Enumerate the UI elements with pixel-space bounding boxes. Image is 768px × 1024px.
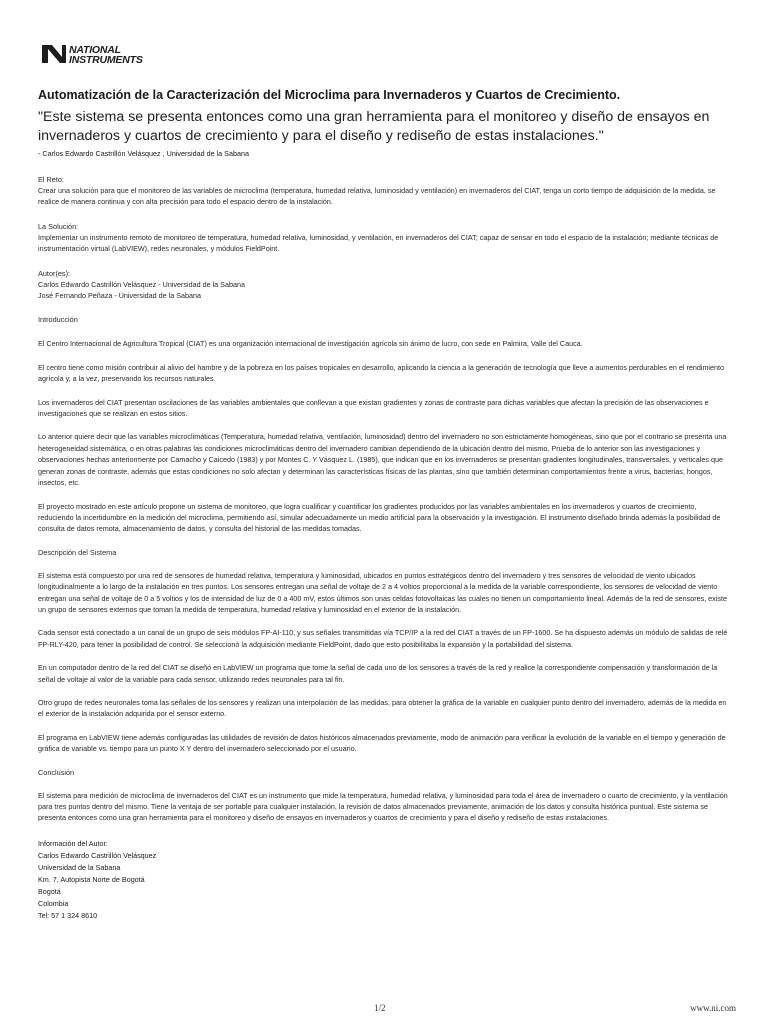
ni-logo	[40, 40, 150, 70]
autores-section	[38, 268, 733, 302]
autor-info-line: Tel: 57 1 324 8610	[38, 910, 98, 920]
reto-label: El Reto:	[38, 175, 64, 184]
autores-label: Autor(es):	[38, 268, 71, 278]
reto-text: Crear una solución para que el monitoreo de las variables de microclima (temperatura, humedad relativa, luminosidad y ventilación) en invernaderos del CIAT, tenga un corto tiempo de adquisición de la medida, se realice de manera continua y con alta precisión para todo el espacio dentro de la instalación.	[38, 186, 716, 207]
conclusion-paragraph: El sistema para medición de microclima de invernaderos del CIAT es un instrumento que mide la temperatura, humedad relativa, y luminosidad para toda el área de invernadero o cuarto de crecimiento, y la ventilación para tres puntos dentro del mismo. Tiene la ventaja de ser portable para cualquier instalación, la revisión de datos almacenados previamente, animación de los datos y consulta histórica puntual. Este sistema se presenta entonces como una gran herramienta para el monitoreo y diseño de ensayos en invernaderos y cuartos de crecimiento y para el diseño y rediseño de estas instalaciones.	[38, 790, 728, 823]
autor-info-line: Bogotá	[38, 886, 61, 896]
autor-info-line: Carlos Edwardo Castrillón Velásquez	[38, 850, 157, 860]
descripcion-paragraph: El programa en LabVIEW tiene además configuradas las utilidades de revisión de datos históricos almacenados previamente, modo de animación para verificar la evolución de la variable en el tiempo y generación de gráfica de variable vs. tiempo para un punto X Y dentro del invernadero seleccionado por el usuario.	[38, 732, 726, 754]
logo-line-1: NATIONAL	[69, 44, 121, 56]
intro-paragraph: Lo anterior quiere decir que las variables microclimáticas (Temperatura, humedad relativa, ventilación, luminosidad) dentro del invernadero no son estrictamente homogéneas, sino que por el contrario se presenta una heterogeneidad sistemática, o en otras palabras las condiciones microclimáticas dentro del invernadero cambian dependiendo de la ubicación dentro del mismo. Prueba de lo anterior son las investigaciones y observaciones hechas anteriormente por Camacho y Caicedo (1983) y por Montes C. Y Vásquez L. (1985), que indican que en los invernaderos se presentan gradientes longitudinales, transversales, y verticales que generan zonas de contraste, además que estas condiciones no solo afectan y determinan las características físicas de las plantas, sino que también determinan comportamientos frente a virus, bacterias, hongos, insectos, etc.	[38, 432, 727, 488]
descripcion-paragraph: Otro grupo de redes neuronales toma las señales de los sensores y realizan una interpolación de las medidas, para obtener la gráfica de la variable en cualquier punto dentro del invernadero, además de la medida en el exterior de la instalación adquirida por el sensor externo.	[38, 697, 727, 719]
conclusion-section	[38, 767, 733, 824]
conclusion-heading: Conclusión	[38, 767, 75, 777]
descripcion-paragraph: Cada sensor está conectado a un canal de un grupo de seis módulos FP-AI-110, y sus señales transmitidas vía TCP/IP a la red del CIAT a través de un FP-1600. Se ha dispuesto además un módulo de salidas de relé FP-RLY-420, para tener la posibilidad de control. Se seleccionó la adquisición mediante FieldPoint, dado que esto posibilitaba la expansión y la portabilidad del sistema.	[38, 628, 728, 649]
autor-info-line: Colombia	[38, 898, 69, 908]
intro-paragraph: El Centro Internacional de Agricultura Tropical (CIAT) es una organización internacional de investigación agrícola sin ánimo de lucro, con sede en Palmira, Valle del Cauca.	[38, 339, 583, 349]
intro-paragraph: El proyecto mostrado en este artículo propone un sistema de monitoreo, que logra cualificar y cuantificar los gradientes producidos por las variables ambientales en los invernaderos y cuartos de crecimiento, reduciendo la incertidumbre en la medición del microclima, permitiendo así, simular adecuadamente un medio artificial para la observación y la investigación. El instrumento diseñado brinda además la posibilidad de consulta de datos remota, almacenamiento de datos, y consulta del historial de las medidas tomadas.	[38, 501, 721, 534]
introduccion-section	[38, 314, 733, 534]
intro-paragraph: Los invernaderos del CIAT presentan oscilaciones de las variables ambientales que conllevan a que existan gradientes y zonas de contraste para dichas variables que afectan la precisión de las observaciones e investigaciones que se realizan en estos sitios.	[38, 397, 709, 419]
descripcion-heading: Descripción del Sistema	[38, 547, 117, 557]
autor-line: José Fernando Peñaza - Universidad de la Sabana	[38, 291, 202, 301]
descripcion-paragraph: En un computador dentro de la red del CIAT se diseñó en LabVIEW un programa que tome la señal de cada uno de los sensores a través de la red y realice la correspondiente compensación y transformación de la señal de voltaje al valor de la variable para cada sensor, utilizando redes neuronales para tal fin.	[38, 663, 718, 684]
introduccion-heading: Introducción	[38, 315, 78, 325]
descripcion-section	[38, 547, 733, 755]
intro-paragraph: El centro tiene como misión contribuir al alivio del hambre y de la pobreza en los países tropicales en desarrollo, aplicando la ciencia a la generación de tecnología que lleve a aumentos perdurables en el rendimiento agrícola y, a la vez, preservando los recursos naturales.	[38, 362, 725, 384]
article-title: Automatización de la Caracterización del Microclima para Invernaderos y Cuartos de Crecimiento.	[38, 88, 621, 102]
reto-section	[38, 174, 733, 208]
autor-info-label: Información del Autor:	[38, 838, 108, 848]
quote-author: - Carlos Edwardo Castrillón Velásquez , Universidad de la Sabana	[38, 149, 249, 158]
solucion-text: Implementar un instrumento remoto de monitoreo de temperatura, humedad relativa, luminosidad, y ventilación, en invernaderos del CIAT; capaz de sensar en todo el espacio de la instalación; mediante técnicas de instrumentación virtual (LabVIEW), redes neuronales, y módulos FieldPoint.	[38, 232, 719, 254]
footer-url-link[interactable]: www.ni.com	[690, 1003, 736, 1013]
pull-quote: "Este sistema se presenta entonces como una gran herramienta para el monitoreo y diseño de ensayos en invernaderos y cuartos de crecimiento y para el diseño y rediseño de estas instalaciones."	[38, 109, 710, 144]
logo-line-2: INSTRUMENTS	[69, 54, 143, 66]
descripcion-paragraph: El sistema está compuesto por una red de sensores de humedad relativa, temperatura y luminosidad, ubicados en puntos estratégicos dentro del invernadero y tres sensores de velocidad de viento ubicados longitudinalmente a lo largo de la instalación en tres puntos. Los sensores entregan una señal de voltaje de 2 a 4 voltios proporcional a la medida de la variable correspondiente, los sensores de velocidad de viento entregan una señal de voltaje de 0 a 5 voltios y los de intensidad de luz de 0 a 400 mV, estos últimos son unas celdas fotovoltaicas las cuales no tienen un comportamiento lineal. Además de la red de sensores, existe un grupo de sensores externos que toman la medida de temperatura, humedad relativa y luminosidad en el exterior de la instalación.	[38, 570, 727, 614]
page-number: 1/2	[374, 1003, 386, 1013]
autor-info-line: Universidad de la Sabana	[38, 862, 121, 872]
autor-info-section	[38, 838, 733, 922]
national-instruments-eagle-icon	[40, 41, 68, 70]
solucion-section	[38, 221, 733, 255]
article-content	[38, 87, 733, 922]
autor-line: Carlos Edwardo Castrillón Velásquez - Universidad de la Sabana	[38, 279, 245, 289]
solucion-label: La Solución:	[38, 221, 79, 231]
autor-info-line: Km. 7, Autopista Norte de Bogotá	[38, 874, 145, 884]
